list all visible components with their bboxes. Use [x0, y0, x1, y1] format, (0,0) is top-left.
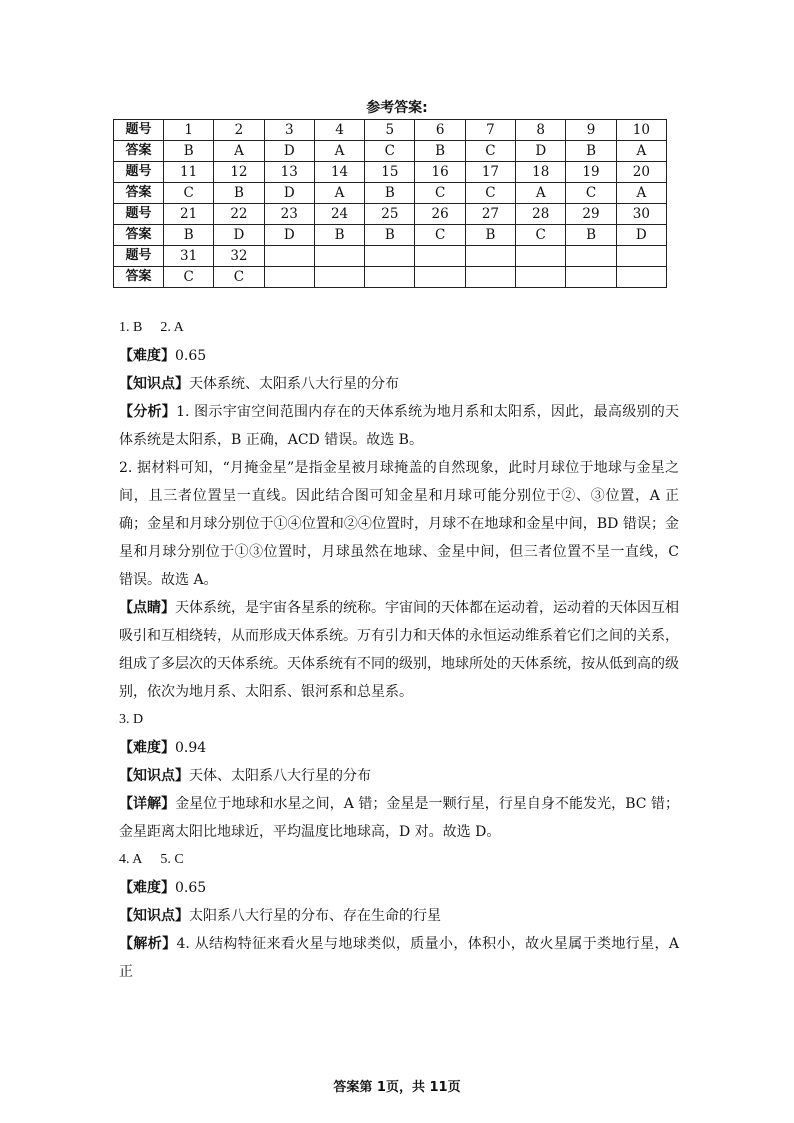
explanation-field: [119, 398, 679, 454]
table-cell: C: [214, 267, 264, 288]
table-cell: [365, 246, 415, 267]
table-cell: [415, 246, 465, 267]
row-label: 答案: [114, 141, 164, 162]
table-row: [114, 225, 667, 246]
table-cell: A: [214, 141, 264, 162]
table-cell: D: [264, 183, 314, 204]
page-footer: 答案第 1页，共 11页: [333, 1080, 461, 1095]
field-text: 1. 图示宇宙空间范围内存在的天体系统为地月系和太阳系，因此，最高级别的天体系统是太阳系，B 正确，ACD 错误。故选 B。: [119, 404, 679, 448]
table-cell: A: [516, 183, 566, 204]
table-cell: 24: [314, 204, 364, 225]
table-cell: C: [415, 183, 465, 204]
table-cell: [264, 267, 314, 288]
table-cell: [365, 267, 415, 288]
field-text: 0.65: [175, 348, 207, 364]
table-cell: C: [465, 183, 515, 204]
explanation-field: [119, 874, 679, 902]
table-cell: 14: [314, 162, 364, 183]
answer-item: 3. D: [119, 712, 144, 727]
table-cell: [566, 267, 616, 288]
table-cell: B: [164, 225, 214, 246]
table-cell: A: [314, 183, 364, 204]
table-row: [114, 183, 667, 204]
table-cell: 16: [415, 162, 465, 183]
table-cell: 13: [264, 162, 314, 183]
table-cell: [415, 267, 465, 288]
table-cell: 27: [465, 204, 515, 225]
table-cell: 21: [164, 204, 214, 225]
field-tag: 【知识点】: [119, 908, 189, 924]
table-cell: 6: [415, 120, 465, 141]
field-text: 太阳系八大行星的分布、存在生命的行星: [189, 908, 441, 924]
explanation-field: [119, 902, 679, 930]
explanation-content: [119, 314, 679, 986]
table-cell: B: [465, 225, 515, 246]
table-cell: A: [314, 141, 364, 162]
field-tag: 【难度】: [119, 348, 175, 364]
table-cell: 10: [616, 120, 666, 141]
field-tag: 【分析】: [119, 404, 177, 420]
field-tag: 【难度】: [119, 740, 175, 756]
table-cell: C: [164, 183, 214, 204]
field-tag: 【知识点】: [119, 376, 189, 392]
table-cell: 12: [214, 162, 264, 183]
field-text: 天体系统、太阳系八大行星的分布: [189, 376, 399, 392]
table-cell: D: [516, 141, 566, 162]
answer-line: [119, 846, 679, 874]
table-cell: [465, 246, 515, 267]
row-label: 题号: [114, 246, 164, 267]
table-cell: B: [365, 225, 415, 246]
answer-line: [119, 706, 679, 734]
table-cell: 17: [465, 162, 515, 183]
table-cell: C: [566, 183, 616, 204]
table-cell: B: [164, 141, 214, 162]
field-text: 天体、太阳系八大行星的分布: [189, 768, 371, 784]
table-row: [114, 246, 667, 267]
table-row: [114, 120, 667, 141]
answer-table: [113, 119, 667, 288]
table-cell: 8: [516, 120, 566, 141]
field-tag: 【详解】: [119, 796, 176, 812]
field-text: 0.94: [175, 740, 207, 756]
field-text: 0.65: [175, 880, 207, 896]
table-cell: 1: [164, 120, 214, 141]
table-cell: 26: [415, 204, 465, 225]
table-cell: 30: [616, 204, 666, 225]
table-cell: C: [516, 225, 566, 246]
table-cell: 25: [365, 204, 415, 225]
table-cell: C: [365, 141, 415, 162]
table-cell: B: [566, 225, 616, 246]
table-cell: C: [164, 267, 214, 288]
table-cell: [616, 246, 666, 267]
row-label: 题号: [114, 162, 164, 183]
explanation-field: [119, 370, 679, 398]
table-cell: 19: [566, 162, 616, 183]
answer-item: 1. B: [119, 320, 143, 335]
table-cell: [616, 267, 666, 288]
field-tag: 【难度】: [119, 880, 175, 896]
table-cell: 23: [264, 204, 314, 225]
table-cell: D: [616, 225, 666, 246]
table-cell: B: [214, 183, 264, 204]
table-cell: D: [214, 225, 264, 246]
table-cell: [516, 267, 566, 288]
table-cell: [314, 267, 364, 288]
table-cell: 18: [516, 162, 566, 183]
table-row: [114, 204, 667, 225]
table-cell: 7: [465, 120, 515, 141]
table-cell: 3: [264, 120, 314, 141]
answer-item: 2. A: [160, 320, 184, 335]
explanation-field: [119, 734, 679, 762]
table-cell: 2: [214, 120, 264, 141]
table-cell: [566, 246, 616, 267]
table-cell: A: [616, 183, 666, 204]
table-cell: A: [616, 141, 666, 162]
explanation-field: [119, 762, 679, 790]
table-cell: 22: [214, 204, 264, 225]
field-tag: 【解析】: [119, 936, 177, 952]
table-cell: 11: [164, 162, 214, 183]
field-text: 4. 从结构特征来看火星与地球类似，质量小，体积小，故火星属于类地行星，A 正: [119, 936, 679, 980]
table-cell: [314, 246, 364, 267]
table-cell: [465, 267, 515, 288]
table-cell: 32: [214, 246, 264, 267]
table-cell: 9: [566, 120, 616, 141]
row-label: 题号: [114, 120, 164, 141]
table-cell: C: [415, 225, 465, 246]
table-cell: 15: [365, 162, 415, 183]
answer-line: [119, 314, 679, 342]
field-text: 金星位于地球和水星之间，A 错；金星是一颗行星，行星自身不能发光，BC 错；金星距离太阳比地球近，平均温度比地球高，D 对。故选 D。: [119, 796, 679, 840]
table-cell: B: [415, 141, 465, 162]
row-label: 答案: [114, 225, 164, 246]
row-label: 题号: [114, 204, 164, 225]
table-cell: B: [314, 225, 364, 246]
table-cell: B: [566, 141, 616, 162]
table-cell: 28: [516, 204, 566, 225]
table-cell: 5: [365, 120, 415, 141]
table-row: [114, 141, 667, 162]
answer-item: 5. C: [160, 852, 184, 867]
explanation-field: [119, 594, 679, 706]
table-cell: B: [365, 183, 415, 204]
table-cell: D: [264, 225, 314, 246]
explanation-field: [119, 930, 679, 986]
explanation-paragraph: 2. 据材料可知，“月掩金星”是指金星被月球掩盖的自然现象，此时月球位于地球与金星之间，且三者位置呈一直线。因此结合图可知金星和月球可能分别位于②、③位置，A 正确；金星和月球分别位于①④位置和②④位置时，月球不在地球和金星中间，BD 错误；金星和月球分别位于①③位置时，月球虽然在地球、金星中间，但三者位置不呈一直线，C 错误。故选 A。: [119, 460, 679, 588]
table-cell: [516, 246, 566, 267]
table-cell: C: [465, 141, 515, 162]
answer-item: 4. A: [119, 852, 143, 867]
explanation-field: [119, 790, 679, 846]
table-row: [114, 267, 667, 288]
table-cell: [264, 246, 314, 267]
field-tag: 【点睛】: [119, 600, 175, 616]
table-row: [114, 162, 667, 183]
field-tag: 【知识点】: [119, 768, 189, 784]
table-cell: 20: [616, 162, 666, 183]
row-label: 答案: [114, 267, 164, 288]
table-cell: 29: [566, 204, 616, 225]
explanation-field: [119, 342, 679, 370]
row-label: 答案: [114, 183, 164, 204]
page-title: 参考答案:: [366, 100, 428, 116]
table-cell: D: [264, 141, 314, 162]
field-text: 天体系统，是宇宙各星系的统称。宇宙间的天体都在运动着，运动着的天体因互相吸引和互相绕转，从而形成天体系统。万有引力和天体的永恒运动维系着它们之间的关系，组成了多层次的天体系统。天体系统有不同的级别，地球所处的天体系统，按从低到高的级别，依次为地月系、太阳系、银河系和总星系。: [119, 600, 679, 700]
table-cell: 4: [314, 120, 364, 141]
table-cell: 31: [164, 246, 214, 267]
